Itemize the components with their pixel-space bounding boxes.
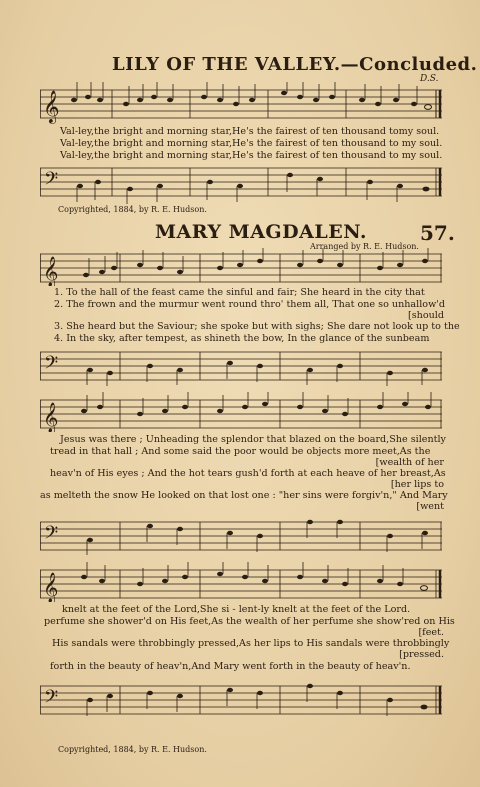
lily-lyric-1: Val-ley,the bright and morning star,He's the fairest of ten thousand tomy soul. bbox=[60, 126, 440, 137]
lily-treble-staff bbox=[40, 82, 442, 128]
lily-lyric-2: Val-ley,the bright and morning star,He's the fairest of ten thousand to my soul. bbox=[60, 138, 443, 149]
svg-text:𝄢: 𝄢 bbox=[44, 353, 59, 378]
verse1-line-1: 1. To the hall of the feast came the sinful and fair; She heard in the city that bbox=[54, 287, 425, 298]
verse1-line-2: 2. The frown and the murmur went round thro' them all, That one so unhallow'd bbox=[54, 299, 446, 310]
verse3-line-1: knelt at the feet of the Lord,She si - lent-ly knelt at the feet of the Lord. bbox=[62, 604, 411, 615]
verse2-line-3: heav'n of His eyes ; And the hot tears gush'd forth at each heave of her breast,As bbox=[50, 468, 446, 479]
lily-lyric-3: Val-ley,the bright and morning star,He's the fairest of ten thousand to my soul. bbox=[60, 150, 443, 161]
mary-treble-staff-3 bbox=[40, 562, 442, 602]
mary-bass-staff-2 bbox=[40, 514, 442, 556]
verse1-line-4: 4. In the sky, after tempest, as shineth the bow, In the glance of the sunbeam bbox=[54, 333, 430, 344]
ds-marking: D.S. bbox=[420, 74, 439, 84]
hymn-number: 57. bbox=[420, 221, 455, 245]
copyright-mary: Copyrighted, 1884, by R. E. Hudson. bbox=[58, 745, 207, 754]
verse3-line-2-cont: [feet. bbox=[418, 627, 444, 638]
svg-text:𝄞: 𝄞 bbox=[43, 403, 59, 432]
svg-text:𝄞: 𝄞 bbox=[43, 573, 59, 602]
verse2-line-2: tread in that hall ; And some said the poor would be objects more meet,As the bbox=[50, 446, 431, 457]
copyright-lily: Copyrighted, 1884, by R. E. Hudson. bbox=[58, 205, 207, 214]
lily-title: LILY OF THE VALLEY.—Concluded. bbox=[112, 54, 478, 75]
verse2-line-2-cont: [wealth of her bbox=[375, 457, 444, 468]
arranger-credit: Arranged by R. E. Hudson. bbox=[310, 242, 419, 251]
svg-text:𝄞: 𝄞 bbox=[43, 90, 60, 123]
verse1-line-3: 3. She heard but the Saviour; she spoke but with sighs; She dare not look up to the bbox=[54, 321, 460, 332]
verse2-line-3-cont: [her lips to bbox=[390, 479, 444, 490]
svg-text:𝄢: 𝄢 bbox=[44, 523, 59, 548]
lily-bass-staff bbox=[40, 162, 442, 204]
verse2-line-4: as melteth the snow He looked on that lost one : "her sins were forgiv'n," And Mary bbox=[40, 490, 448, 501]
svg-text:𝄢: 𝄢 bbox=[44, 687, 59, 712]
svg-text:𝄢: 𝄢 bbox=[44, 169, 59, 194]
verse3-line-2: perfume she shower'd on His feet,As the wealth of her perfume she show'red on His bbox=[44, 616, 455, 627]
svg-text:𝄞: 𝄞 bbox=[43, 257, 59, 286]
mary-treble-staff-2 bbox=[40, 392, 442, 432]
verse3-line-3: His sandals were throbbingly pressed,As her lips to His sandals were throbbingly bbox=[52, 638, 450, 649]
mary-treble-staff-1 bbox=[40, 248, 442, 286]
verse2-line-4-cont: [went bbox=[416, 501, 444, 512]
verse1-line-2-cont: [should bbox=[407, 310, 444, 321]
mary-bass-staff-1 bbox=[40, 346, 442, 386]
mary-bass-staff-3 bbox=[40, 676, 442, 724]
verse3-line-4: forth in the beauty of heav'n,And Mary went forth in the beauty of heav'n. bbox=[50, 661, 411, 672]
verse2-line-1: Jesus was there ; Unheading the splendor that blazed on the board,She silently bbox=[60, 434, 446, 445]
mary-title: MARY MAGDALEN. bbox=[155, 221, 367, 243]
verse3-line-3-cont: [pressed. bbox=[399, 649, 444, 660]
